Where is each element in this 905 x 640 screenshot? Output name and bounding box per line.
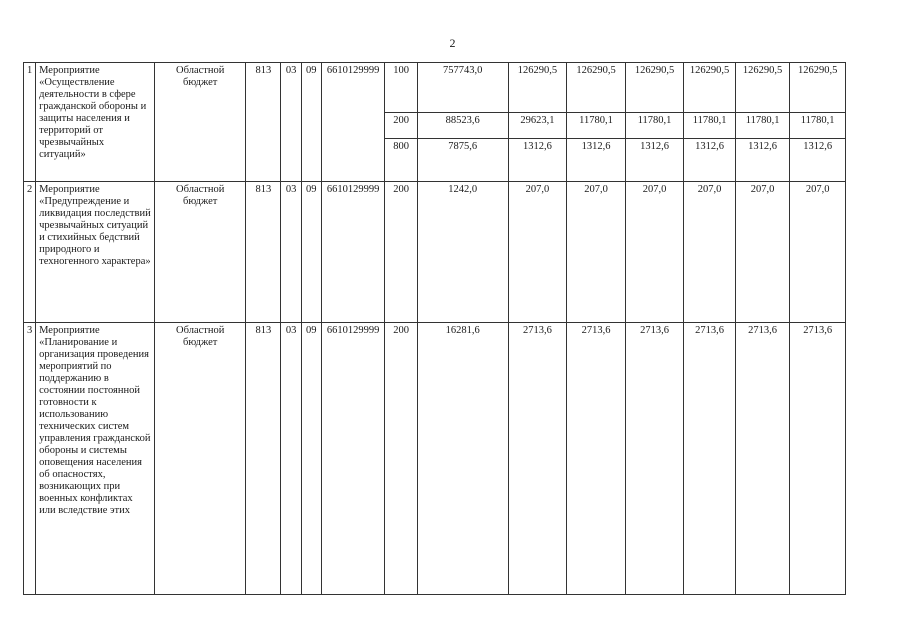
total-amount: 7875,6: [417, 139, 508, 182]
csr-code: 6610129999: [321, 323, 385, 595]
year-amount: 1312,6: [735, 139, 790, 182]
activity-name: Мероприятие «Предупреждение и ликвидация последствий чрезвычайных ситуаций и стихийных бедствий природного и техногенного характера»: [36, 182, 155, 323]
rz-code: 03: [281, 182, 301, 323]
table-row: [24, 323, 846, 595]
year-amount: 126290,5: [735, 63, 790, 113]
table-row: [24, 63, 846, 113]
grbs-code: 813: [246, 323, 281, 595]
year-amount: 2713,6: [735, 323, 790, 595]
year-amount: 11780,1: [790, 113, 846, 139]
year-amount: 2713,6: [790, 323, 846, 595]
year-amount: 126290,5: [508, 63, 567, 113]
budget-table: [23, 62, 846, 595]
year-amount: 207,0: [508, 182, 567, 323]
year-amount: 29623,1: [508, 113, 567, 139]
year-amount: 207,0: [567, 182, 626, 323]
row-number: 3: [24, 323, 36, 595]
year-amount: 126290,5: [790, 63, 846, 113]
total-amount: 1242,0: [417, 182, 508, 323]
vr-code: 200: [385, 113, 417, 139]
rz-code: 03: [281, 323, 301, 595]
year-amount: 2713,6: [567, 323, 626, 595]
year-amount: 1312,6: [567, 139, 626, 182]
pr-code: 09: [301, 63, 321, 182]
year-amount: 11780,1: [625, 113, 684, 139]
year-amount: 11780,1: [567, 113, 626, 139]
pr-code: 09: [301, 323, 321, 595]
activity-name: Мероприятие «Планирование и организация проведения мероприятий по поддержанию в состоянии постоянной готовности к использованию технических систем управления гражданской обороны и системы оповещения населения об опасностях, возникающих при военных конфликтах или вследствие этих: [36, 323, 155, 595]
year-amount: 126290,5: [684, 63, 736, 113]
funding-source: Областной бюджет: [155, 182, 246, 323]
activity-name: Мероприятие «Осуществление деятельности в сфере гражданской обороны и защиты населения и территорий от чрезвычайных ситуаций»: [36, 63, 155, 182]
vr-code: 100: [385, 63, 417, 113]
year-amount: 207,0: [790, 182, 846, 323]
year-amount: 2713,6: [625, 323, 684, 595]
table-row: [24, 182, 846, 323]
year-amount: 126290,5: [567, 63, 626, 113]
year-amount: 11780,1: [684, 113, 736, 139]
vr-code: 800: [385, 139, 417, 182]
csr-code: 6610129999: [321, 182, 385, 323]
year-amount: 207,0: [684, 182, 736, 323]
total-amount: 757743,0: [417, 63, 508, 113]
grbs-code: 813: [246, 182, 281, 323]
year-amount: 2713,6: [684, 323, 736, 595]
vr-code: 200: [385, 323, 417, 595]
year-amount: 1312,6: [790, 139, 846, 182]
page-number: 2: [449, 36, 456, 50]
year-amount: 126290,5: [625, 63, 684, 113]
year-amount: 1312,6: [625, 139, 684, 182]
year-amount: 1312,6: [684, 139, 736, 182]
year-amount: 207,0: [625, 182, 684, 323]
row-number: 2: [24, 182, 36, 323]
pr-code: 09: [301, 182, 321, 323]
year-amount: 1312,6: [508, 139, 567, 182]
funding-source: Областной бюджет: [155, 323, 246, 595]
funding-source: Областной бюджет: [155, 63, 246, 182]
csr-code: 6610129999: [321, 63, 385, 182]
rz-code: 03: [281, 63, 301, 182]
grbs-code: 813: [246, 63, 281, 182]
vr-code: 200: [385, 182, 417, 323]
year-amount: 11780,1: [735, 113, 790, 139]
total-amount: 88523,6: [417, 113, 508, 139]
row-number: 1: [24, 63, 36, 182]
year-amount: 207,0: [735, 182, 790, 323]
total-amount: 16281,6: [417, 323, 508, 595]
year-amount: 2713,6: [508, 323, 567, 595]
